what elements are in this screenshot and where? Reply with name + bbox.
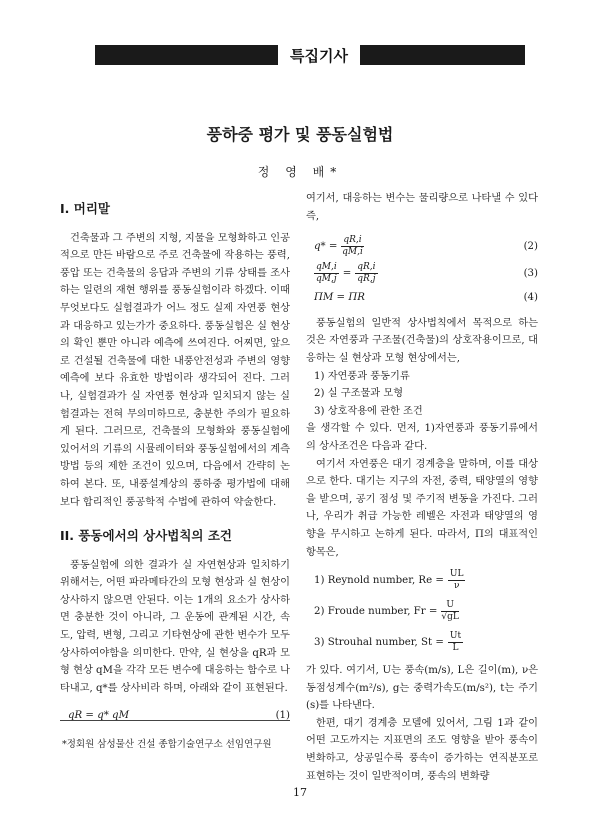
froude-number (314, 600, 538, 623)
reynolds-label: 1) Reynold number, Re = (314, 574, 444, 586)
equation-4-number: (4) (523, 292, 538, 304)
right-column (306, 190, 538, 785)
boundary-layer-paragraph: 한편, 대기 경계층 모델에 있어서, 그림 1과 같이 어떤 고도까지는 지표면의 조도 영향을 받아 풍속이 변화하고, 상공일수록 풍속이 증가하는 연직분포로 표현하는 것이 일반적이며, 풍속의 변화량 (306, 717, 538, 782)
banner-bar-right (360, 45, 525, 65)
reynolds-denominator: ν (453, 581, 460, 592)
page-number: 17 (293, 786, 307, 799)
reynolds-numerator: UL (449, 569, 464, 580)
equation-3-left-denominator: qM,j (316, 274, 337, 285)
equation-2-denominator: qM,i (342, 247, 363, 258)
equation-2-numerator: qR,i (343, 235, 362, 246)
section-heading-similarity: II. 풍동에서의 상사법칙의 조건 (60, 528, 233, 544)
section-heading-intro: I. 머리말 (60, 201, 110, 216)
equation-4-body: ΠM = ΠR (314, 292, 365, 304)
equation-3-number: (3) (523, 267, 538, 279)
strouhal-fraction (448, 631, 463, 654)
author-footnote: *정회원 삼성물산 건설 종합기술연구소 선임연구원 (62, 739, 272, 750)
strouhal-number (314, 631, 538, 654)
equation-2-number: (2) (523, 240, 538, 252)
equation-3-equals: = (342, 267, 352, 279)
reynolds-number (314, 569, 538, 592)
intro-paragraph: 건축물과 그 주변의 지형, 지물을 모형화하고 인공적으로 만든 바람으로 주로 건축물에 작용하는 풍력, 풍압 또는 건축물의 응답과 주변의 기류 상태를 조사하는 일련의 재현 행위를 풍동실험이라 하겠다. 이때 무엇보다도 실험결과가 어느 정도 실제 자연풍 현상과 대응하고 있는가가 중요하다. 풍동실험은 실 현상의 확인 뿐만 아니라 예측에 쓰여진다. 어찌면, 앞으로 건설될 건축물에 대한 내풍안전성과 주변의 영향 예측에 보다 유효한 방법이라 생각되어 진다. 그러나, 실험결과가 실 자연풍 현상과 일치되지 않는 실험결과는 전혀 무의미하므로, 충분한 주의가 필요하게 된다. 그러므로, 건축물의 모형화와 풍동실험에 있어서의 기류의 시뮬레이터와 풍동실험에서의 계측방법 등의 제한 조건이 있으며, 다음에서 간략히 논하여 본다. 또, 내풍설계상의 풍하중 평가법에 대해 보다 합리적인 풍공학적 수법에 관하여 약술한다. (60, 232, 290, 508)
natural-wind-paragraph: 여기서 자연풍은 대기 경계층을 말하며, 이를 대상으로 한다. 대기는 지구의 자전, 중력, 태양열의 영향을 받으며, 공기 점성 및 주기적 변동을 가진다. 그러나, 우리가 취급 가능한 레벨은 자전과 태양열의 영향을 무시하고 논하게 된다. 따라서, Π의 대표적인 항목은, (306, 458, 538, 558)
froude-numerator: U (441, 600, 458, 612)
equation-2-lhs: q* = (314, 240, 338, 252)
equation-3-right-denominator: qR,j (357, 274, 376, 285)
author: 정 영 배* (257, 165, 343, 179)
banner-bar-left (95, 45, 278, 65)
variables-paragraph: 가 있다. 여기서, U는 풍속(m/s), L은 길이(m), ν은 동점성계수(m²/s), g는 중력가속도(m/s²), t는 주기(s)를 나타낸다. (306, 665, 538, 712)
equation-2 (314, 235, 538, 258)
condition-intro-paragraph: 을 생각할 수 있다. 먼저, 1)자연풍과 풍동기류에서의 상사조건은 다음과 같다. (306, 423, 538, 452)
equation-3-left-numerator: qM,i (316, 262, 337, 273)
similarity-law-paragraph: 풍동실험의 일반적 상사법칙에서 목적으로 하는 것은 자연풍과 구조물(건축물)의 상호작용이므로, 대응하는 실 현상과 모형 현상에서는, (306, 317, 538, 364)
section-banner (95, 40, 525, 70)
left-column (60, 190, 290, 729)
equation-1-body: qR = q* qM (68, 710, 130, 722)
froude-fraction (441, 600, 458, 623)
list-item-1: 1) 자연풍과 풍동기류 (314, 370, 410, 382)
footnote-rule (60, 720, 290, 721)
reynolds-fraction (448, 569, 466, 592)
strouhal-label: 3) Strouhal number, St = (314, 636, 444, 648)
strouhal-numerator: Ut (449, 631, 462, 642)
list-item-2: 2) 실 구조물과 모형 (314, 388, 404, 400)
right-intro-paragraph: 여기서, 대응하는 변수는 물리량으로 나타낼 수 있다 즉, (306, 193, 538, 222)
banner-label: 특집기사 (290, 46, 348, 65)
equation-3 (314, 262, 538, 285)
equation-2-fraction (341, 235, 363, 258)
similarity-paragraph: 풍동실험에 의한 결과가 실 자연현상과 일치하기 위해서는, 어떤 파라메타간의 모형 현상과 실 현상이 상사하지 않으면 안된다. 이는 1개의 요소가 상사하면 충분한 것이 아니라, 그 운동에 관계된 시간, 속도, 압력, 변형, 그리고 기타현상에 관한 변수가 모두 상사하여야함을 의미한다. 만약, 실 현상을 qR과 모형 현상 qM을 각각 모든 변수에 대응하는 함수로 나타내고, q*를 상사비라 하며, 아래와 같이 표현된다. (60, 559, 290, 694)
equation-3-left-fraction (314, 262, 339, 285)
equation-3-right-fraction (355, 262, 377, 285)
list-item-3: 3) 상호작용에 관한 조건 (314, 405, 423, 417)
article-title: 풍하중 평가 및 풍동실험법 (206, 125, 394, 144)
equation-3-right-numerator: qR,i (357, 262, 376, 273)
equation-1 (68, 707, 290, 725)
froude-denominator: √gL (441, 612, 459, 623)
equation-4 (314, 289, 538, 307)
strouhal-denominator: L (452, 643, 459, 654)
equation-1-number: (1) (275, 710, 290, 722)
froude-label: 2) Froude number, Fr = (314, 605, 438, 617)
